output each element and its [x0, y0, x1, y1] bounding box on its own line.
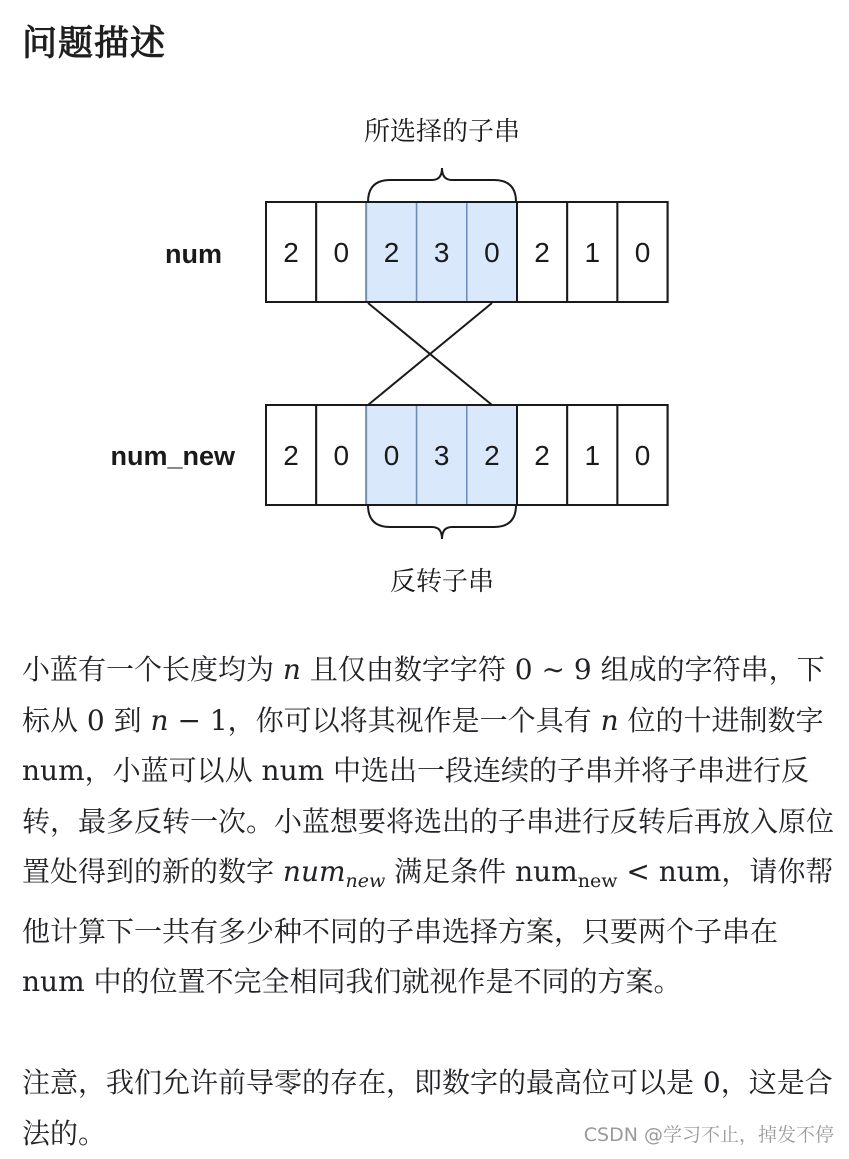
text: ，请你帮他计算下一共有多少种不同的子串选择方案，只要两个子串在	[22, 855, 834, 948]
text: 满足条件	[385, 855, 516, 888]
top-brace	[368, 168, 516, 202]
num-row	[266, 202, 668, 302]
digit-label: 0	[333, 440, 350, 471]
text: 中的位置不完全相同我们就视作是不同的方案。	[84, 965, 682, 998]
math-num: num	[22, 965, 85, 998]
bottom-label: 反转子串	[389, 566, 495, 596]
digit-label: 0	[634, 440, 651, 471]
math-zero: 0	[86, 703, 105, 737]
diagram-svg	[0, 95, 849, 610]
problem-paragraph	[22, 645, 842, 1008]
math-zero: 0	[702, 1066, 721, 1099]
reverse-substring-diagram	[0, 95, 849, 610]
text: ，小蓝可以从	[84, 754, 262, 787]
math-nine: 9	[573, 653, 592, 686]
digit-label: 1	[584, 237, 601, 268]
math-minus-one: − 1	[168, 703, 228, 737]
math-num: num	[658, 855, 722, 888]
row-label-num: num	[165, 239, 222, 269]
text: ，这是合法的。	[22, 1066, 833, 1150]
math-num: num	[261, 754, 325, 787]
csdn-watermark: CSDN @学习不止，掉发不停	[583, 1124, 834, 1146]
digit-label: 2	[383, 237, 400, 268]
text: ，你可以将其视作是一个具有	[227, 703, 601, 737]
text: 中选出一段连续的子串并将子串进行反转，最多反转一次。小蓝想要将选出的子串进行反转后再放入原位置处得到的新的数字	[22, 754, 835, 888]
row-label-num-new: num_new	[110, 441, 235, 471]
digit-label: 0	[383, 440, 400, 471]
math-n: n	[150, 703, 169, 737]
text: 到	[104, 703, 151, 737]
page-title: 问题描述	[22, 24, 167, 64]
math-n: n	[600, 703, 619, 737]
num-new-row	[266, 405, 668, 505]
math-base: num	[515, 855, 578, 888]
math-condition	[515, 855, 722, 892]
text: 组成的字符串，下标从	[22, 653, 825, 737]
digit-label: 2	[283, 440, 299, 471]
digit-label: 2	[534, 440, 550, 471]
math-less-than: <	[617, 855, 659, 888]
digit-label: 3	[433, 237, 450, 268]
digit-label: 0	[634, 237, 651, 268]
math-subscript: new	[345, 870, 386, 892]
top-label: 所选择的子串	[363, 116, 521, 146]
math-num: num	[22, 754, 85, 787]
math-num-new	[282, 855, 386, 892]
math-zero: 0	[514, 653, 533, 686]
math-base: num	[282, 855, 346, 888]
math-subscript: new	[577, 870, 618, 892]
bottom-brace	[368, 505, 516, 539]
digit-label: 3	[433, 440, 450, 471]
text: 注意，我们允许前导零的存在，即数字的最高位可以是	[22, 1066, 703, 1099]
text: 位的十进制数字	[618, 703, 824, 737]
digit-label: 0	[484, 237, 500, 268]
math-n: n	[282, 653, 301, 686]
text: 小蓝有一个长度均为	[22, 653, 283, 686]
digit-label: 2	[283, 237, 299, 268]
digit-label: 1	[584, 440, 601, 471]
digit-label: 0	[333, 237, 350, 268]
digit-label: 2	[484, 440, 500, 471]
digit-label: 2	[534, 237, 550, 268]
math-tilde: ∼	[532, 653, 574, 686]
text: 且仅由数字字符	[300, 653, 515, 686]
